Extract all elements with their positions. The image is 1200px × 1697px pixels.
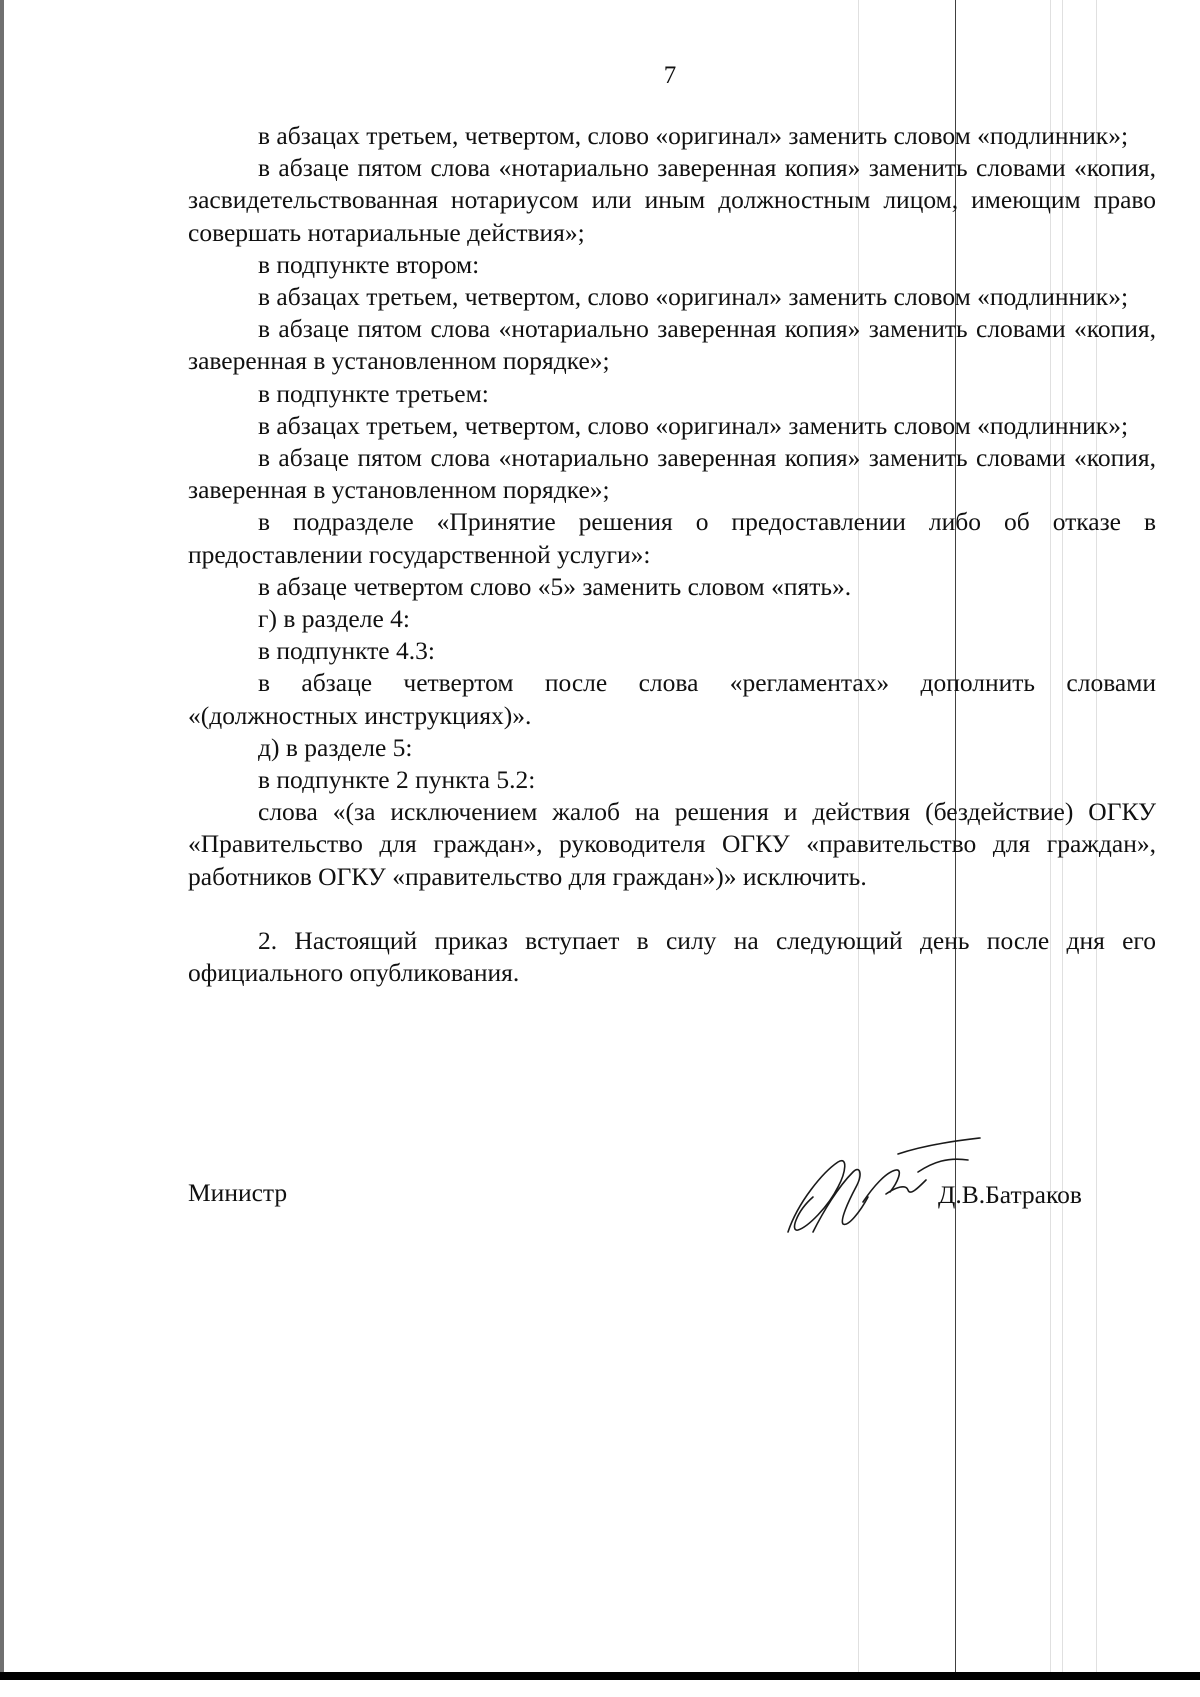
paragraph: слова «(за исключением жалоб на решения и действия (бездействие) ОГКУ «Правительство для граждан», руководителя ОГКУ «правительство для граждан», работников ОГКУ «правительство для граждан»)» исключить. bbox=[188, 797, 1156, 891]
paragraph: в абзаце пятом слова «нотариально заверенная копия» заменить словами «копия, засвидетельствованная нотариусом или иным должностным лицом, имеющим право совершать нотариальные действия»; bbox=[188, 153, 1156, 247]
scan-edge-left bbox=[0, 0, 4, 1680]
paragraph: в подразделе «Принятие решения о предоставлении либо об отказе в предоставлении государственной услуги»: bbox=[188, 507, 1156, 569]
paragraph: в абзаце четвертом слово «5» заменить словом «пять». bbox=[258, 571, 852, 601]
paragraph: г) в разделе 4: bbox=[258, 604, 410, 634]
paragraph: в подпункте третьем: bbox=[258, 378, 489, 408]
signatory-name: Д.В.Батраков bbox=[938, 1180, 1082, 1209]
paragraph: в абзацах третьем, четвертом, слово «оригинал» заменить словом «подлинник»; bbox=[258, 410, 1129, 440]
paragraph: в абзаце четвертом после слова «регламентах» дополнить словами «(должностных инструкциях)». bbox=[188, 668, 1156, 730]
signature-block bbox=[188, 1170, 1108, 1260]
paragraph: в подпункте 2 пункта 5.2: bbox=[258, 765, 536, 795]
paragraph: в подпункте втором: bbox=[258, 249, 480, 279]
paragraph: д) в разделе 5: bbox=[258, 732, 413, 762]
closing-paragraph: 2. Настоящий приказ вступает в силу на следующий день после дня его официального опубликования. bbox=[188, 925, 1156, 988]
paragraph: в абзаце пятом слова «нотариально заверенная копия» заменить словами «копия, заверенная в установленном порядке»; bbox=[188, 314, 1156, 376]
paragraph: в подпункте 4.3: bbox=[258, 636, 435, 666]
signatory-title: Министр bbox=[188, 1178, 288, 1207]
scan-edge-bottom bbox=[0, 1672, 1200, 1680]
page-number: 7 bbox=[663, 62, 677, 89]
paragraph: в абзацах третьем, четвертом, слово «оригинал» заменить словом «подлинник»; bbox=[258, 282, 1129, 312]
paragraph: в абзацах третьем, четвертом, слово «оригинал» заменить словом «подлинник»; bbox=[258, 121, 1129, 150]
paragraph: в абзаце пятом слова «нотариально заверенная копия» заменить словами «копия, заверенная в установленном порядке»; bbox=[188, 443, 1156, 505]
document-body bbox=[188, 120, 1156, 989]
